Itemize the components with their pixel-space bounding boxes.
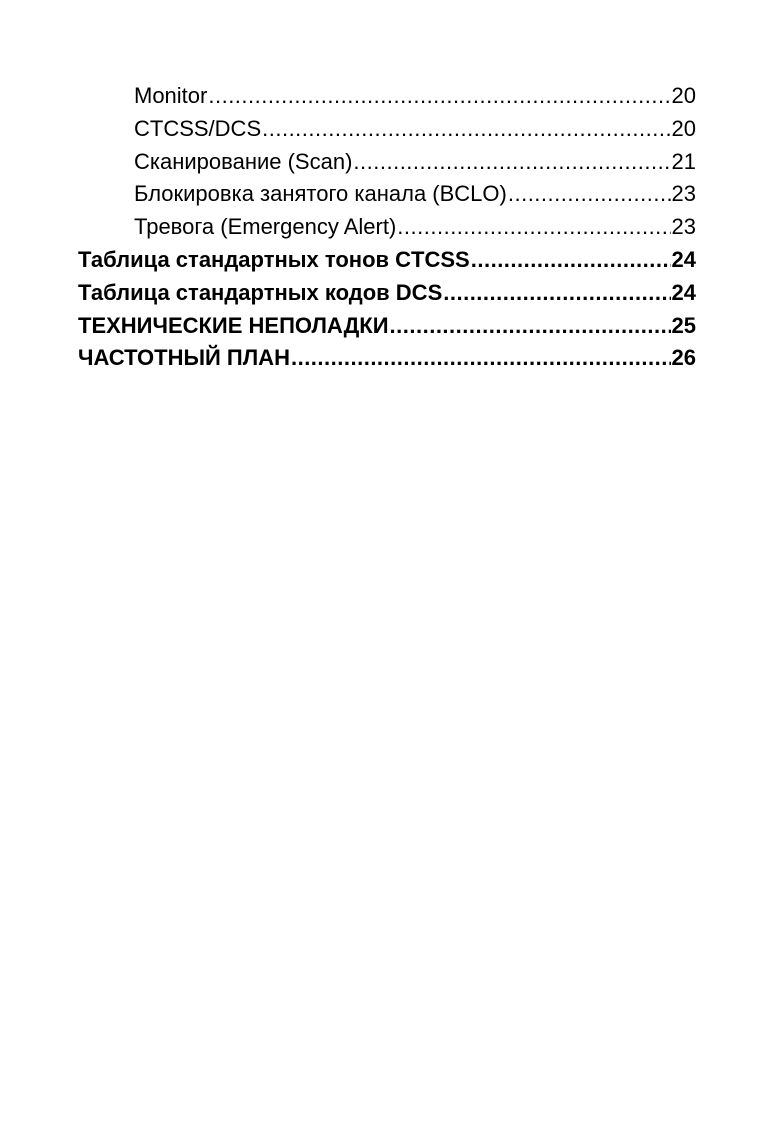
toc-dot-leader [262, 113, 670, 146]
toc-entry-title: Таблица стандартных кодов DCS [78, 279, 443, 305]
toc-entry-title: ТЕХНИЧЕСКИЕ НЕПОЛАДКИ [78, 312, 389, 338]
toc-dot-leader [443, 277, 670, 310]
toc-entry-scan[interactable] [78, 146, 696, 179]
toc-entry-frequency-plan[interactable] [78, 342, 696, 375]
toc-entry-page: 24 [671, 279, 696, 305]
toc-entry-dcs-codes-table[interactable] [78, 277, 696, 310]
toc-entry-title: Блокировка занятого канала (BCLO) [134, 181, 507, 207]
toc-entry-title: ЧАСТОТНЫЙ ПЛАН [78, 345, 290, 371]
toc-entry-title: Таблица стандартных тонов CTCSS [78, 246, 470, 272]
toc-entry-title: Monitor [134, 83, 208, 108]
toc-dot-leader [471, 244, 671, 277]
toc-entry-ctcss-tones-table[interactable] [78, 244, 696, 277]
toc-entry-title: Тревога (Emergency Alert) [134, 214, 397, 240]
toc-dot-leader [208, 80, 670, 113]
toc-entry-title: CTCSS/DCS [134, 115, 262, 141]
toc-entry-title: Сканирование (Scan) [134, 148, 353, 174]
toc-entry-page: 20 [671, 115, 696, 141]
toc-entry-page: 24 [671, 246, 696, 272]
toc-entry-page: 23 [671, 214, 696, 240]
toc-entry-monitor[interactable] [78, 80, 696, 113]
toc-entry-page: 21 [671, 148, 696, 174]
toc-dot-leader [390, 310, 671, 343]
table-of-contents [78, 80, 696, 375]
toc-entry-emergency-alert[interactable] [78, 211, 696, 244]
toc-entry-ctcss-dcs[interactable] [78, 113, 696, 146]
toc-dot-leader [508, 178, 671, 211]
toc-dot-leader [291, 342, 671, 375]
toc-entry-troubleshooting[interactable] [78, 310, 696, 343]
toc-entry-page: 25 [671, 312, 696, 338]
toc-entry-page: 20 [671, 83, 696, 108]
toc-entry-page: 23 [671, 181, 696, 207]
toc-entry-page: 26 [671, 345, 696, 371]
toc-dot-leader [397, 211, 670, 244]
toc-dot-leader [353, 146, 670, 179]
toc-entry-bclo[interactable] [78, 178, 696, 211]
